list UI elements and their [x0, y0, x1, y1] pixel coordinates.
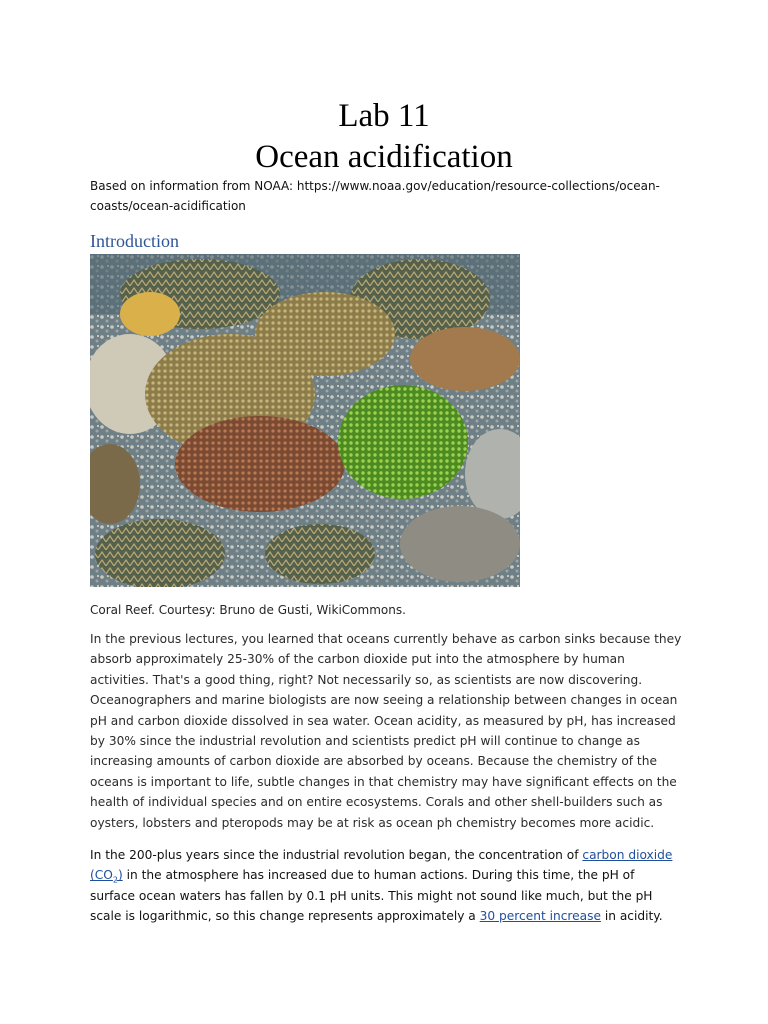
source-attribution: Based on information from NOAA: https://www.noaa.gov/education/resource-collections/ocean-coasts/ocean-acidification — [90, 179, 660, 213]
coral-reef-photo — [90, 254, 520, 587]
carbon-dioxide-link-text[interactable]: carbon dioxide (CO — [90, 848, 673, 883]
co2-paragraph-text-start: In the 200-plus years since the industrial revolution began, the concentration of — [90, 848, 583, 862]
intro-paragraph: In the previous lectures, you learned that oceans currently behave as carbon sinks because they absorb approximately 25-30% of the carbon dioxide put into the atmosphere by human activities. That's a good thing, right? Not necessarily so, as scientists are now discovering. Oceanographers and marine biologists are now seeing a relationship between changes in ocean pH and carbon dioxide dissolved in sea water. Ocean acidity, as measured by pH, has increased by 30% since the industrial revolution and scientists predict pH will continue to change as increasing amounts of carbon dioxide are absorbed by oceans. Because the chemistry of the oceans is important to life, subtle changes in that chemistry may have significant effects on the health of individual species and on entire ecosystems. Corals and other shell-builders such as oysters, lobsters and pteropods may be at risk as ocean ph chemistry becomes more acidic. — [90, 632, 682, 830]
photo-caption: Coral Reef. Courtesy: Bruno de Gusti, WikiCommons. — [90, 603, 406, 617]
coral-reef-illustration — [90, 254, 520, 587]
section-heading-introduction: Introduction — [90, 231, 179, 251]
carbon-dioxide-subscript[interactable]: 2 — [112, 875, 118, 885]
co2-paragraph-text-middle: in the atmosphere has increased due to human actions. During this time, the pH of surface ocean waters has fallen by 0.1 pH units. This might not sound like much, but the pH scale is logarithmic, so this change represents approximately a — [90, 868, 653, 924]
lab-topic-title: Ocean acidification — [255, 139, 513, 175]
co2-paragraph — [90, 845, 682, 927]
carbon-dioxide-link-close[interactable]: ) — [117, 868, 123, 883]
co2-paragraph-text-end: in acidity. — [600, 909, 663, 924]
thirty-percent-increase-link[interactable]: 30 percent increase — [479, 909, 601, 924]
lab-number-title: Lab 11 — [338, 98, 430, 134]
